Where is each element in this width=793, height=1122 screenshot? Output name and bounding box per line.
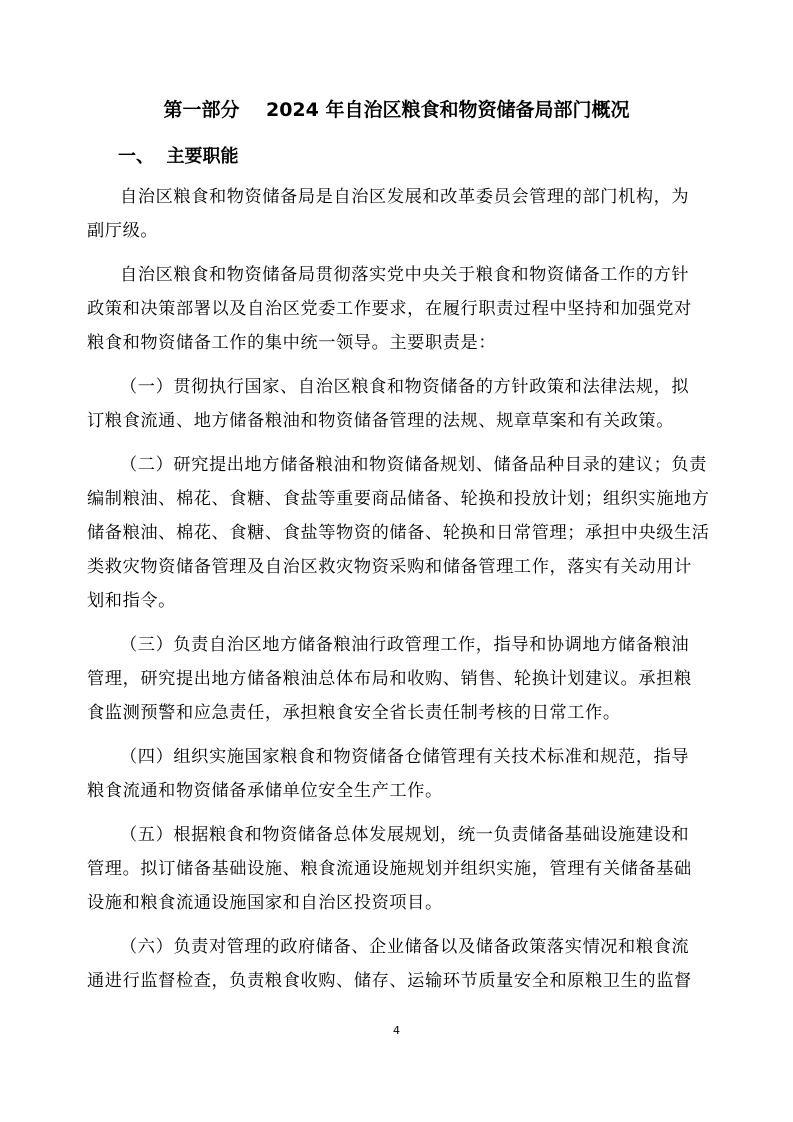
paragraph-line: （二）研究提出地方储备粮油和物资储备规划、储备品种目录的建议；负责 [120, 455, 707, 475]
paragraph-line: 自治区粮食和物资储备局是自治区发展和改革委员会管理的部门机构，为 [120, 187, 690, 207]
paragraph-line: 类救灾物资储备管理及自治区救灾物资采购和储备管理工作，落实有关动用计 [87, 557, 692, 577]
paragraph-line: 粮食和物资储备工作的集中统一领导。主要职责是： [87, 333, 497, 353]
paragraph [87, 258, 715, 360]
paragraph-line: 管理，研究提出地方储备粮油总体布局和收购、销售、轮换计划建议。承担粮 [87, 669, 692, 689]
paragraph-line: 编制粮油、棉花、食糖、食盐等重要商品储备、轮换和投放计划；组织实施地方 [87, 489, 710, 509]
paragraph-line: 副厅级。 [87, 221, 159, 241]
paragraph [87, 818, 715, 920]
paragraph-line: （一）贯彻执行国家、自治区粮食和物资储备的方针政策和法律法规，拟 [120, 377, 690, 397]
paragraph [87, 740, 715, 808]
paragraph-line: 储备粮油、棉花、食糖、食盐等物资的储备、轮换和日常管理；承担中央级生活 [87, 523, 710, 543]
document-title: 第一部分 2024 年自治区粮食和物资储备局部门概况 [163, 99, 630, 121]
paragraph-line: 粮食流通和物资储备承储单位安全生产工作。 [87, 781, 443, 801]
paragraph-line: （四）组织实施国家粮食和物资储备仓储管理有关技术标准和规范，指导 [120, 747, 690, 767]
paragraph-line: 政策和决策部署以及自治区党委工作要求，在履行职责过程中坚持和加强党对 [87, 299, 692, 319]
paragraph [87, 628, 715, 730]
paragraph-line: 通进行监督检查，负责粮食收购、储存、运输环节质量安全和原粮卫生的监督 [87, 971, 692, 991]
paragraph-line: （三）负责自治区地方储备粮油行政管理工作，指导和协调地方储备粮油 [120, 635, 690, 655]
paragraph [87, 448, 715, 618]
paragraph-line: 自治区粮食和物资储备局贯彻落实党中央关于粮食和物资储备工作的方针 [120, 265, 690, 285]
paragraph-line: 设施和粮食流通设施国家和自治区投资项目。 [87, 893, 443, 913]
document-body [87, 180, 715, 1008]
paragraph [87, 180, 715, 248]
page-number: 4 [393, 1024, 400, 1037]
paragraph-line: （六）负责对管理的政府储备、企业储备以及储备政策落实情况和粮食流 [120, 937, 690, 957]
paragraph-line: 划和指令。 [87, 591, 176, 611]
paragraph [87, 370, 715, 438]
paragraph [87, 930, 715, 998]
paragraph-line: （五）根据粮食和物资储备总体发展规划，统一负责储备基础设施建设和 [120, 825, 690, 845]
paragraph-line: 管理。拟订储备基础设施、粮食流通设施规划并组织实施，管理有关储备基础 [87, 859, 692, 879]
paragraph-line: 订粮食流通、地方储备粮油和物资储备管理的法规、规章草案和有关政策。 [87, 411, 674, 431]
section-heading: 一、 主要职能 [118, 146, 239, 167]
paragraph-line: 食监测预警和应急责任，承担粮食安全省长责任制考核的日常工作。 [87, 703, 621, 723]
